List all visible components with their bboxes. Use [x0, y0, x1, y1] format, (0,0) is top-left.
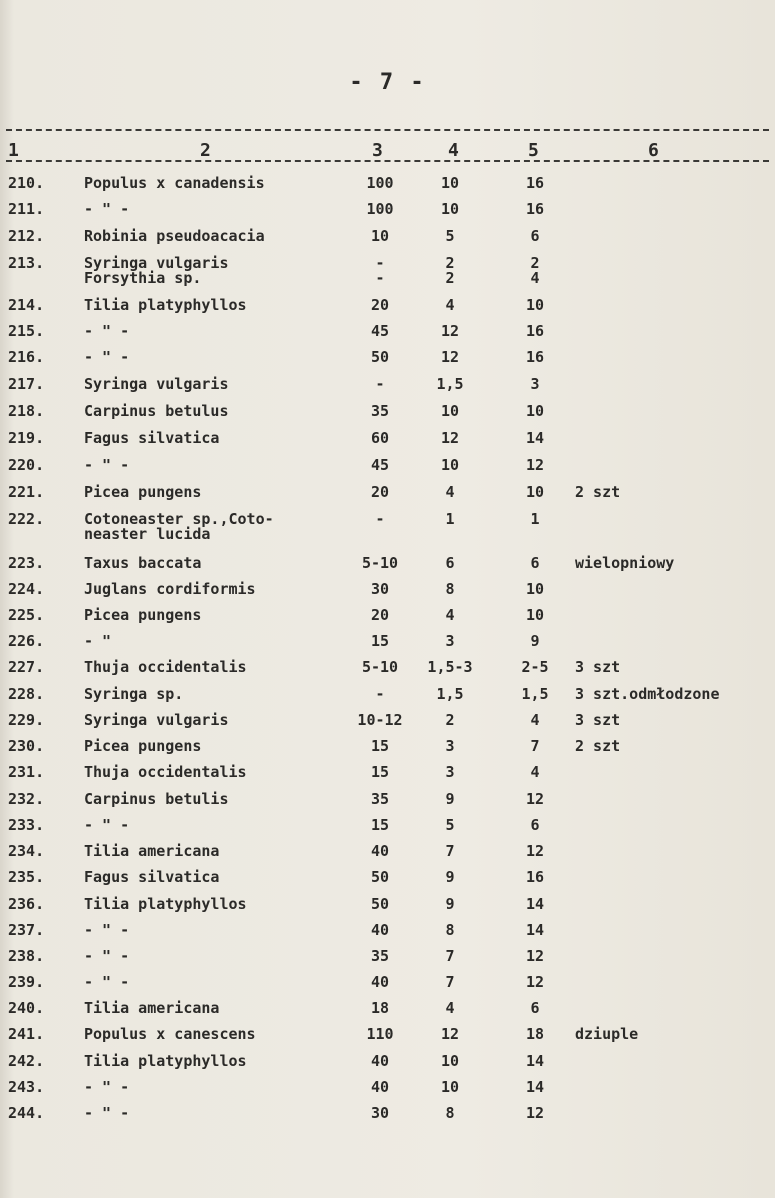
column-3-value: -	[375, 685, 385, 703]
page-number: - 7 -	[349, 70, 426, 95]
remark: 2 szt	[575, 483, 621, 501]
column-5-value: 6	[530, 554, 540, 572]
species-name: Populus x canescens	[84, 1025, 256, 1043]
row-number: 242.	[8, 1052, 45, 1070]
table-row	[0, 176, 775, 202]
species-name: Thuja occidentalis	[84, 763, 247, 781]
row-number: 213.	[8, 254, 45, 272]
species-name: Tilia americana	[84, 999, 220, 1017]
species-name: - " -	[84, 1104, 130, 1122]
species-name: Tilia americana	[84, 842, 220, 860]
column-4-value: 9	[445, 895, 455, 913]
table-row	[0, 923, 775, 949]
column-5-value: 3	[530, 375, 540, 393]
column-5-value: 1	[530, 510, 540, 528]
column-3-value: 45	[370, 456, 390, 474]
column-5-value: 16	[525, 174, 545, 192]
table-row	[0, 431, 775, 457]
species-name: - "	[84, 632, 112, 650]
remark: dziuple	[575, 1025, 639, 1043]
column-4-value: 10	[440, 1052, 460, 1070]
table-row	[0, 582, 775, 608]
column-4-value: 12	[440, 429, 460, 447]
column-3-value: 10-12	[357, 711, 403, 729]
column-4-value: 10	[440, 174, 460, 192]
column-3-value: 30	[370, 580, 390, 598]
column-3-value: 35	[370, 790, 390, 808]
species-name: Populus x canadensis	[84, 174, 265, 192]
row-number: 216.	[8, 348, 45, 366]
column-5-value: 1,5	[521, 685, 549, 703]
row-number: 217.	[8, 375, 45, 393]
species-name: Syringa vulgaris	[84, 711, 229, 729]
column-4-value: 3	[445, 632, 455, 650]
column-5-value: 16	[525, 868, 545, 886]
species-name: Robinia pseudoacacia	[84, 227, 265, 245]
row-number: 223.	[8, 554, 45, 572]
table-row	[0, 1106, 775, 1132]
column-4-value: 5	[445, 227, 455, 245]
column-4-value: 7	[445, 842, 455, 860]
remark: 3 szt	[575, 658, 621, 676]
column-3-value: 110	[366, 1025, 394, 1043]
column-4-value: 8	[445, 1104, 455, 1122]
column-4-value: 10	[440, 456, 460, 474]
column-3-value: 45	[370, 322, 390, 340]
row-number: 243.	[8, 1078, 45, 1096]
species-name: - " -	[84, 947, 130, 965]
row-number: 238.	[8, 947, 45, 965]
remark: 2 szt	[575, 737, 621, 755]
species-name: - " -	[84, 456, 130, 474]
column-header-5: 5	[528, 140, 539, 161]
column-3-value: 15	[370, 632, 390, 650]
column-4-value: 4	[445, 999, 455, 1017]
column-5-value: 14	[525, 1052, 545, 1070]
row-number: 227.	[8, 658, 45, 676]
column-3-value: 40	[370, 842, 390, 860]
column-5-value: 16	[525, 200, 545, 218]
species-name: - " -	[84, 200, 130, 218]
species-name: Juglans cordiformis	[84, 580, 256, 598]
species-name: Cotoneaster sp.,Coto- neaster lucida	[84, 510, 274, 543]
column-5-value: 2-5	[521, 658, 549, 676]
column-3-value: 40	[370, 921, 390, 939]
table-row	[0, 324, 775, 350]
row-number: 218.	[8, 402, 45, 420]
column-4-value: 12	[440, 1025, 460, 1043]
column-4-value: 1,5	[436, 685, 464, 703]
remark: wielopniowy	[575, 554, 675, 572]
column-5-value: 12	[525, 790, 545, 808]
column-3-value: 15	[370, 737, 390, 755]
row-number: 226.	[8, 632, 45, 650]
header-top-rule	[6, 129, 769, 131]
column-header-3: 3	[372, 140, 383, 161]
column-5-value: 10	[525, 606, 545, 624]
species-name: - " -	[84, 973, 130, 991]
column-5-value: 4	[530, 763, 540, 781]
species-name: Syringa vulgaris	[84, 375, 229, 393]
table-row	[0, 254, 775, 287]
column-4-value: 12	[440, 348, 460, 366]
table-row	[0, 404, 775, 430]
species-name: - " -	[84, 322, 130, 340]
table-row	[0, 202, 775, 228]
column-4-value: 1,5-3	[427, 658, 473, 676]
species-name: Tilia platyphyllos	[84, 1052, 247, 1070]
row-number: 215.	[8, 322, 45, 340]
column-5-value: 14	[525, 429, 545, 447]
column-3-value: 50	[370, 895, 390, 913]
column-3-value: 40	[370, 1052, 390, 1070]
table-row	[0, 660, 775, 686]
column-3-value: 15	[370, 816, 390, 834]
species-name: Syringa vulgaris Forsythia sp.	[84, 254, 229, 287]
column-5-value: 4	[530, 711, 540, 729]
column-3-value: 35	[370, 402, 390, 420]
column-3-value: 60	[370, 429, 390, 447]
column-3-value: 20	[370, 483, 390, 501]
column-3-value: 30	[370, 1104, 390, 1122]
column-5-value: 10	[525, 402, 545, 420]
table-row	[0, 870, 775, 896]
species-name: Fagus silvatica	[84, 429, 220, 447]
table-row	[0, 739, 775, 765]
row-number: 241.	[8, 1025, 45, 1043]
column-5-value: 14	[525, 895, 545, 913]
column-5-value: 9	[530, 632, 540, 650]
column-4-value: 6	[445, 554, 455, 572]
species-name: Tilia platyphyllos	[84, 296, 247, 314]
table-row	[0, 687, 775, 713]
table-row	[0, 556, 775, 582]
table-row	[0, 350, 775, 376]
table-row	[0, 510, 775, 543]
column-4-value: 3	[445, 763, 455, 781]
column-3-value: 40	[370, 973, 390, 991]
header-bottom-rule	[6, 160, 769, 162]
row-number: 214.	[8, 296, 45, 314]
remark: 3 szt.odmłodzone	[575, 685, 720, 703]
column-5-value: 12	[525, 456, 545, 474]
table-row	[0, 713, 775, 739]
table-row	[0, 485, 775, 511]
table-row	[0, 458, 775, 484]
column-5-value: 18	[525, 1025, 545, 1043]
row-number: 233.	[8, 816, 45, 834]
species-name: Picea pungens	[84, 737, 202, 755]
table-row	[0, 298, 775, 324]
column-4-value: 8	[445, 580, 455, 598]
column-5-value: 12	[525, 842, 545, 860]
column-5-value: 16	[525, 348, 545, 366]
column-5-value: 7	[530, 737, 540, 755]
row-number: 237.	[8, 921, 45, 939]
species-name: Syringa sp.	[84, 685, 184, 703]
column-5-value: 6	[530, 999, 540, 1017]
table-row	[0, 949, 775, 975]
row-number: 239.	[8, 973, 45, 991]
column-4-value: 8	[445, 921, 455, 939]
row-number: 212.	[8, 227, 45, 245]
column-4-value: 10	[440, 200, 460, 218]
column-4-value: 4	[445, 296, 455, 314]
row-number: 234.	[8, 842, 45, 860]
row-number: 240.	[8, 999, 45, 1017]
column-4-value: 1,5	[436, 375, 464, 393]
column-4-value: 7	[445, 947, 455, 965]
row-number: 220.	[8, 456, 45, 474]
species-name: Tilia platyphyllos	[84, 895, 247, 913]
species-name: Picea pungens	[84, 483, 202, 501]
table-row	[0, 765, 775, 791]
table-row	[0, 844, 775, 870]
column-3-value: 15	[370, 763, 390, 781]
species-name: Picea pungens	[84, 606, 202, 624]
table-row	[0, 377, 775, 403]
column-3-value: 35	[370, 947, 390, 965]
row-number: 225.	[8, 606, 45, 624]
column-4-value: 10	[440, 1078, 460, 1096]
column-3-value: 20	[370, 606, 390, 624]
column-4-value: 1	[445, 510, 455, 528]
row-number: 211.	[8, 200, 45, 218]
column-4-value: 4	[445, 483, 455, 501]
row-number: 230.	[8, 737, 45, 755]
column-3-value: 5-10	[361, 554, 399, 572]
column-4-value: 2	[445, 711, 455, 729]
species-name: - " -	[84, 921, 130, 939]
table-row	[0, 229, 775, 255]
table-row	[0, 1001, 775, 1027]
column-3-value: 50	[370, 348, 390, 366]
column-4-value: 3	[445, 737, 455, 755]
table-row	[0, 792, 775, 818]
column-4-value: 2 2	[445, 254, 455, 287]
table-row	[0, 1080, 775, 1106]
species-name: Carpinus betulus	[84, 402, 229, 420]
row-number: 210.	[8, 174, 45, 192]
species-name: Fagus silvatica	[84, 868, 220, 886]
species-name: - " -	[84, 816, 130, 834]
row-number: 231.	[8, 763, 45, 781]
column-3-value: -	[375, 375, 385, 393]
column-4-value: 9	[445, 790, 455, 808]
column-4-value: 12	[440, 322, 460, 340]
column-5-value: 14	[525, 921, 545, 939]
table-row	[0, 1027, 775, 1053]
column-4-value: 5	[445, 816, 455, 834]
species-name: Carpinus betulis	[84, 790, 229, 808]
column-3-value: 20	[370, 296, 390, 314]
row-number: 228.	[8, 685, 45, 703]
column-5-value: 16	[525, 322, 545, 340]
table-row	[0, 608, 775, 634]
row-number: 221.	[8, 483, 45, 501]
table-row	[0, 634, 775, 660]
table-row	[0, 975, 775, 1001]
species-name: Taxus baccata	[84, 554, 202, 572]
column-5-value: 2 4	[530, 254, 540, 287]
column-4-value: 9	[445, 868, 455, 886]
row-number: 229.	[8, 711, 45, 729]
row-number: 222.	[8, 510, 45, 528]
column-3-value: 100	[366, 200, 394, 218]
column-4-value: 7	[445, 973, 455, 991]
column-3-value: -	[375, 510, 385, 528]
column-5-value: 10	[525, 580, 545, 598]
row-number: 235.	[8, 868, 45, 886]
column-5-value: 6	[530, 816, 540, 834]
table-row	[0, 897, 775, 923]
column-3-value: 10	[370, 227, 390, 245]
column-3-value: 18	[370, 999, 390, 1017]
row-number: 236.	[8, 895, 45, 913]
column-header-2: 2	[200, 140, 211, 161]
row-number: 224.	[8, 580, 45, 598]
column-3-value: 40	[370, 1078, 390, 1096]
column-5-value: 6	[530, 227, 540, 245]
column-5-value: 14	[525, 1078, 545, 1096]
column-3-value: 5-10	[361, 658, 399, 676]
table-row	[0, 818, 775, 844]
column-5-value: 10	[525, 296, 545, 314]
table-row	[0, 1054, 775, 1080]
column-3-value: - -	[375, 254, 385, 287]
column-3-value: 100	[366, 174, 394, 192]
column-header-4: 4	[448, 140, 459, 161]
species-name: Thuja occidentalis	[84, 658, 247, 676]
species-name: - " -	[84, 348, 130, 366]
column-5-value: 10	[525, 483, 545, 501]
column-5-value: 12	[525, 947, 545, 965]
column-4-value: 10	[440, 402, 460, 420]
row-number: 244.	[8, 1104, 45, 1122]
column-4-value: 4	[445, 606, 455, 624]
remark: 3 szt	[575, 711, 621, 729]
column-5-value: 12	[525, 1104, 545, 1122]
column-header-6: 6	[648, 140, 659, 161]
column-3-value: 50	[370, 868, 390, 886]
row-number: 219.	[8, 429, 45, 447]
species-name: - " -	[84, 1078, 130, 1096]
column-5-value: 12	[525, 973, 545, 991]
column-header-1: 1	[8, 140, 19, 161]
row-number: 232.	[8, 790, 45, 808]
